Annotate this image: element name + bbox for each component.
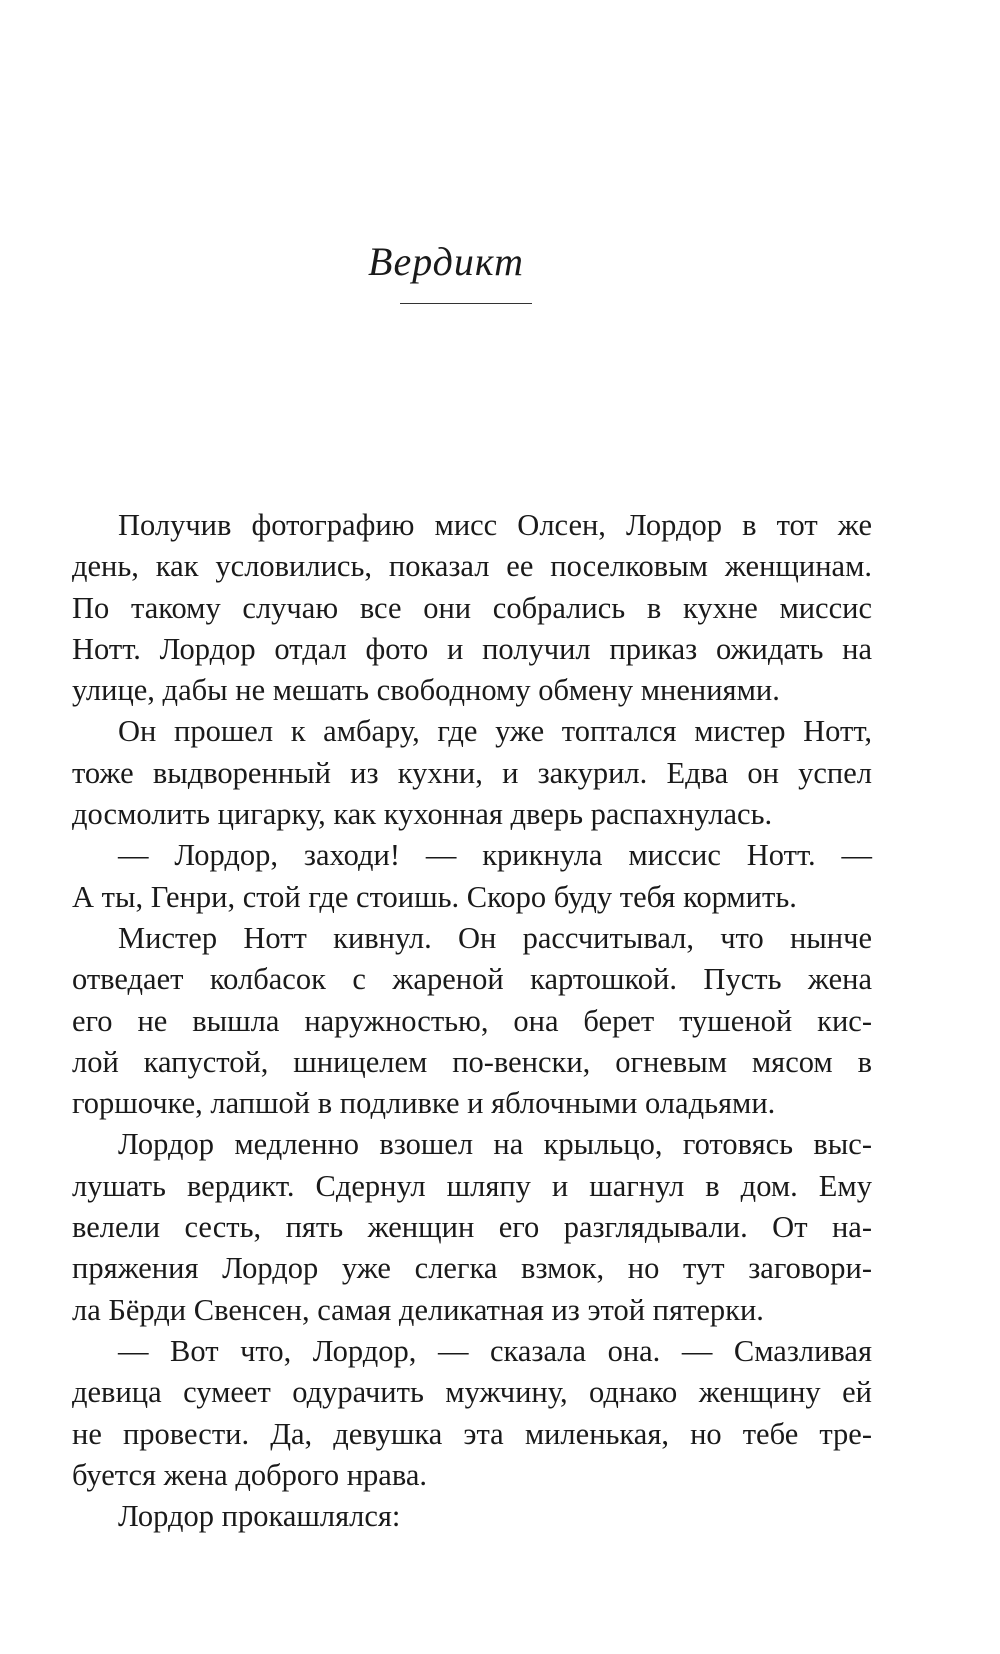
text-line: улице, дабы не мешать свободному обмену мнениями. <box>72 673 780 708</box>
chapter-title: Вердикт <box>368 239 524 284</box>
title-underline <box>400 303 532 304</box>
text-line: — Вот что, Лордор, — сказала она. — Смазливая <box>118 1333 872 1368</box>
paragraph <box>72 505 872 711</box>
text-line: девица сумеет одурачить мужчину, однако женщину ей <box>72 1375 872 1410</box>
text-line: Получив фотографию мисс Олсен, Лордор в тот же <box>118 508 872 542</box>
text-line: Лордор медленно взошел на крыльцо, готовясь выс- <box>118 1127 872 1162</box>
paragraph <box>72 1124 872 1330</box>
text-line: Лордор прокашлялся: <box>118 1499 401 1534</box>
paragraph <box>72 835 872 918</box>
text-line: пряжения Лордор уже слегка взмок, но тут заговори- <box>72 1251 872 1286</box>
text-line: ла Бёрди Свенсен, самая деликатная из этой пятерки. <box>72 1292 764 1327</box>
paragraph <box>72 1331 872 1496</box>
text-line: не провести. Да, девушка эта миленькая, но тебе тре- <box>72 1416 872 1451</box>
text-line: отведает колбасок с жареной картошкой. Пусть жена <box>72 962 872 997</box>
text-line: велели сесть, пять женщин его разглядывали. От на- <box>72 1210 872 1245</box>
text-line: А ты, Генри, стой где стоишь. Скоро буду тебя кормить. <box>72 879 797 914</box>
text-line: лой капустой, шницелем по-венски, огневым мясом в <box>72 1044 872 1079</box>
text-line: его не вышла наружностью, она берет тушеной кис- <box>72 1003 872 1038</box>
text-line: Он прошел к амбару, где уже топтался мистер Нотт, <box>118 714 872 749</box>
body-text <box>72 505 872 1537</box>
paragraph <box>72 1496 872 1537</box>
text-line: По такому случаю все они собрались в кухне миссис <box>72 590 872 625</box>
text-line: день, как условились, показал ее поселковым женщинам. <box>72 549 872 584</box>
text-line: Нотт. Лордор отдал фото и получил приказ ожидать на <box>72 631 872 666</box>
text-line: досмолить цигарку, как кухонная дверь распахнулась. <box>72 797 773 832</box>
text-line: буется жена доброго нрава. <box>72 1457 428 1492</box>
text-line: лушать вердикт. Сдернул шляпу и шагнул в дом. Ему <box>72 1168 872 1203</box>
paragraph <box>72 711 872 835</box>
text-line: Мистер Нотт кивнул. Он рассчитывал, что нынче <box>118 920 872 955</box>
text-line: — Лордор, заходи! — крикнула миссис Нотт. — <box>118 838 872 873</box>
paragraph <box>72 918 872 1124</box>
text-line: тоже выдворенный из кухни, и закурил. Едва он успел <box>72 755 872 790</box>
text-line: горшочке, лапшой в подливке и яблочными оладьями. <box>72 1086 776 1121</box>
